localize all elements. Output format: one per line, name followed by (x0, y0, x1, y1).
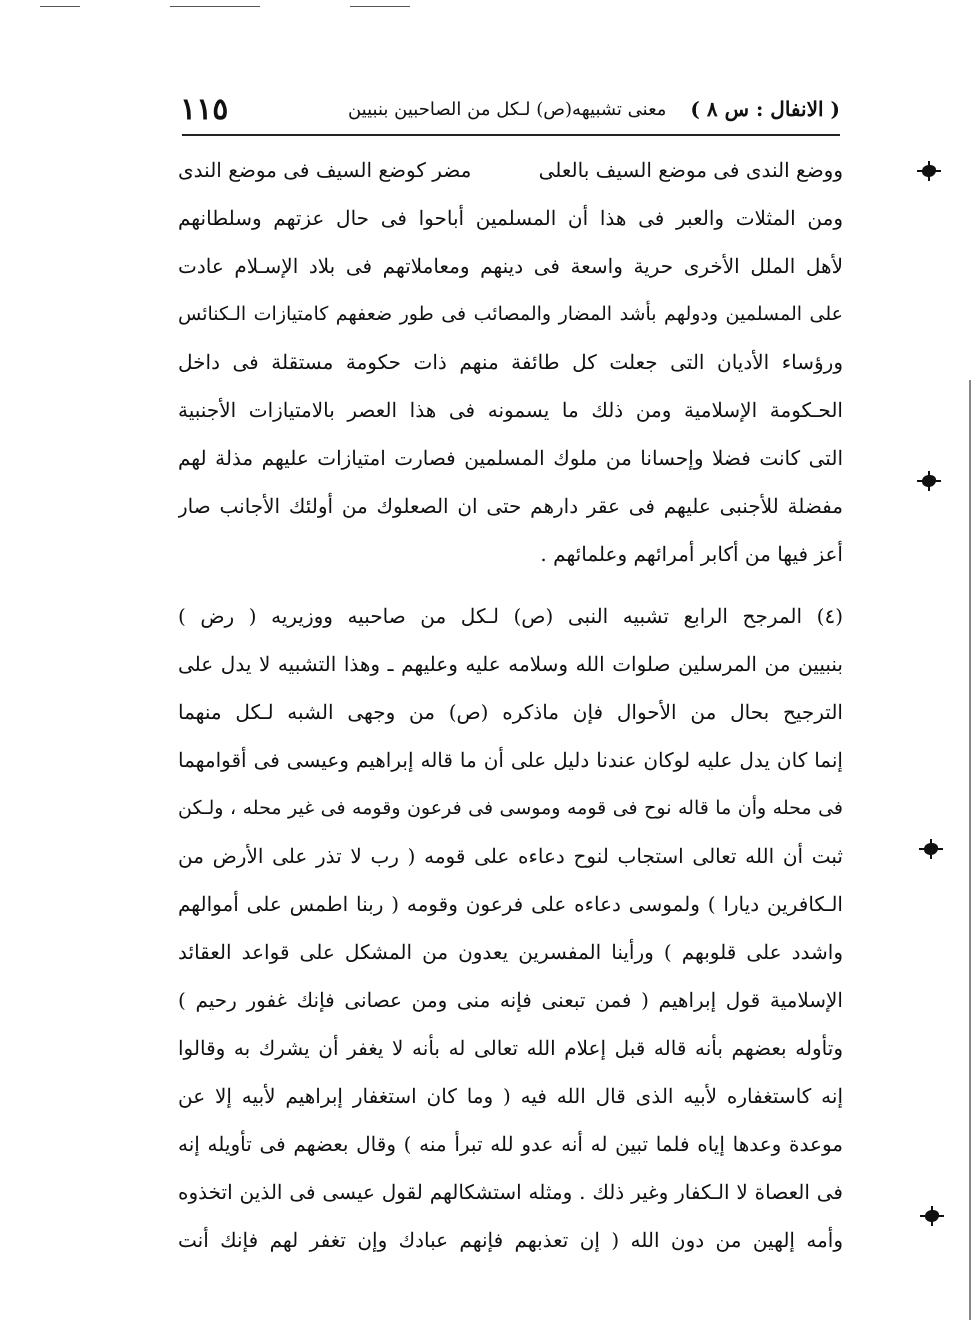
text-line (178, 880, 843, 928)
text-line (178, 194, 843, 242)
scan-artifact (170, 6, 260, 7)
page-number: ١١٥ (180, 91, 229, 127)
ink-blot-icon (924, 843, 938, 855)
verse-line (178, 146, 843, 194)
text-line-content: وتأوله بعضهم بأنه قاله قبل إعلام الله تعالى له بأنه لا يغفر أن يشرك به وقالوا (178, 1036, 843, 1060)
text-line-content: مفضلة للأجنبى عليهم فى عقر دارهم حتى ان الصعلوك من أولئك الأجانب صار (178, 494, 843, 518)
text-line-content: واشدد على قلوبهم ) ورأينا المفسرين يعدون من المشكل على قواعد العقائد (178, 940, 843, 964)
running-title: معنى تشبيهه(ص) لـكل من الصاحبين بنبيين (347, 98, 667, 120)
text-line (178, 290, 843, 338)
text-line-content: وأمه إلهين من دون الله ( إن تعذبهم فإنهم عبادك وإن تغفر لهم فإنك أنت (178, 1228, 843, 1252)
header-rule (182, 134, 840, 136)
verse-first-half: ووضع الندى فى موضع السيف بالعلى (538, 158, 843, 182)
text-line (178, 928, 843, 976)
text-line-content: التى كانت فضلا وإحسانا من ملوك المسلمين فصارت امتيازات عليهم مذلة لهم (178, 446, 843, 470)
text-line-content: فى محله وأن ما قاله نوح فى قومه وموسى فى فرعون وقومه فى غير محله ، ولـكن (178, 797, 843, 819)
paragraph-first-line (178, 592, 843, 640)
text-line-content: ثبت أن الله تعالى استجاب لنوح دعاءه على قومه ( رب لا تذر على الأرض من (178, 844, 843, 868)
text-line-content: ومن المثلات والعبر فى هذا أن المسلمين أباحوا فى حال عزتهم وسلطانهم (178, 206, 843, 230)
text-line-content: ورؤساء الأديان التى جعلت كل طائفة منهم ذات حكومة مستقلة فى داخل (178, 350, 843, 374)
text-line (178, 338, 843, 386)
scan-artifact (350, 6, 410, 7)
text-line-content: على المسلمين ودولهم بأشد المضار والمصائب فى طور ضعفهم كامتيازات الـكنائس (178, 303, 843, 325)
text-line-content: الإسلامية قول إبراهيم ( فمن تبعنى فإنه منى ومن عصانى فإنك غفور رحيم ) (178, 988, 843, 1012)
text-line (178, 736, 843, 784)
text-line-content: الـكافرين ديارا ) ولموسى دعاءه على فرعون وقومه ( ربنا اطمس على أموالهم (178, 892, 843, 916)
ink-blot-icon (925, 1210, 939, 1222)
text-line (178, 832, 843, 880)
text-line (178, 1216, 843, 1264)
text-line-content: (٤) المرجح الرابع تشبيه النبى (ص) لـكل من صاحبيه ووزيريه ( رض ) (178, 604, 843, 628)
text-line (178, 482, 843, 530)
scan-artifact (40, 6, 80, 7)
text-line (178, 1168, 843, 1216)
ink-blot-icon (922, 475, 936, 487)
paragraph-last-line (178, 530, 843, 578)
page-header (180, 84, 840, 134)
text-line (178, 640, 843, 688)
text-line-content: الحـكومة الإسلامية ومن ذلك ما يسمونه فى هذا العصر بالامتيازات الأجنبية (178, 398, 843, 422)
text-line (178, 784, 843, 832)
body-text (178, 146, 843, 1264)
text-line-content: بنبيين من المرسلين صلوات الله وسلامه عليه وعليهم ـ وهذا التشبيه لا يدل على (178, 652, 843, 676)
text-line (178, 1120, 843, 1168)
running-head: ( الانفال : س ٨ ) (690, 97, 840, 121)
text-line-content: أعز فيها من أكابر أمرائهم وعلمائهم . (540, 542, 843, 566)
page-edge-shadow (969, 380, 971, 1320)
verse-second-half: مضر كوضع السيف فى موضع الندى (178, 158, 472, 182)
header-titles (348, 97, 840, 121)
text-line-content: الترجيح بحال من الأحوال فإن ماذكره (ص) من وجهى الشبه لـكل منهما (178, 700, 843, 724)
text-line (178, 434, 843, 482)
text-line-content: لأهل الملل الأخرى حرية واسعة فى دينهم ومعاملاتهم فى بلاد الإسـلام عادت (178, 254, 843, 278)
text-line (178, 242, 843, 290)
text-line-content: إنما كان يدل عليه لوكان عندنا دليل على أن ما قاله إبراهيم وعيسى فى أقوامهما (178, 748, 843, 772)
text-line (178, 1072, 843, 1120)
text-line (178, 1024, 843, 1072)
ink-blot-icon (922, 165, 936, 177)
text-line (178, 386, 843, 434)
text-line-content: إنه كاستغفاره لأبيه الذى قال الله فيه ( وما كان استغفار إبراهيم لأبيه إلا عن (178, 1084, 843, 1108)
text-line-content: موعدة وعدها إياه فلما تبين له أنه عدو لله تبرأ منه ) وقال بعضهم فى تأويله إنه (178, 1132, 843, 1156)
text-line (178, 688, 843, 736)
text-line-content: فى العصاة لا الـكفار وغير ذلك . ومثله استشكالهم لقول عيسى فى الذين اتخذوه (178, 1180, 843, 1204)
text-line (178, 976, 843, 1024)
